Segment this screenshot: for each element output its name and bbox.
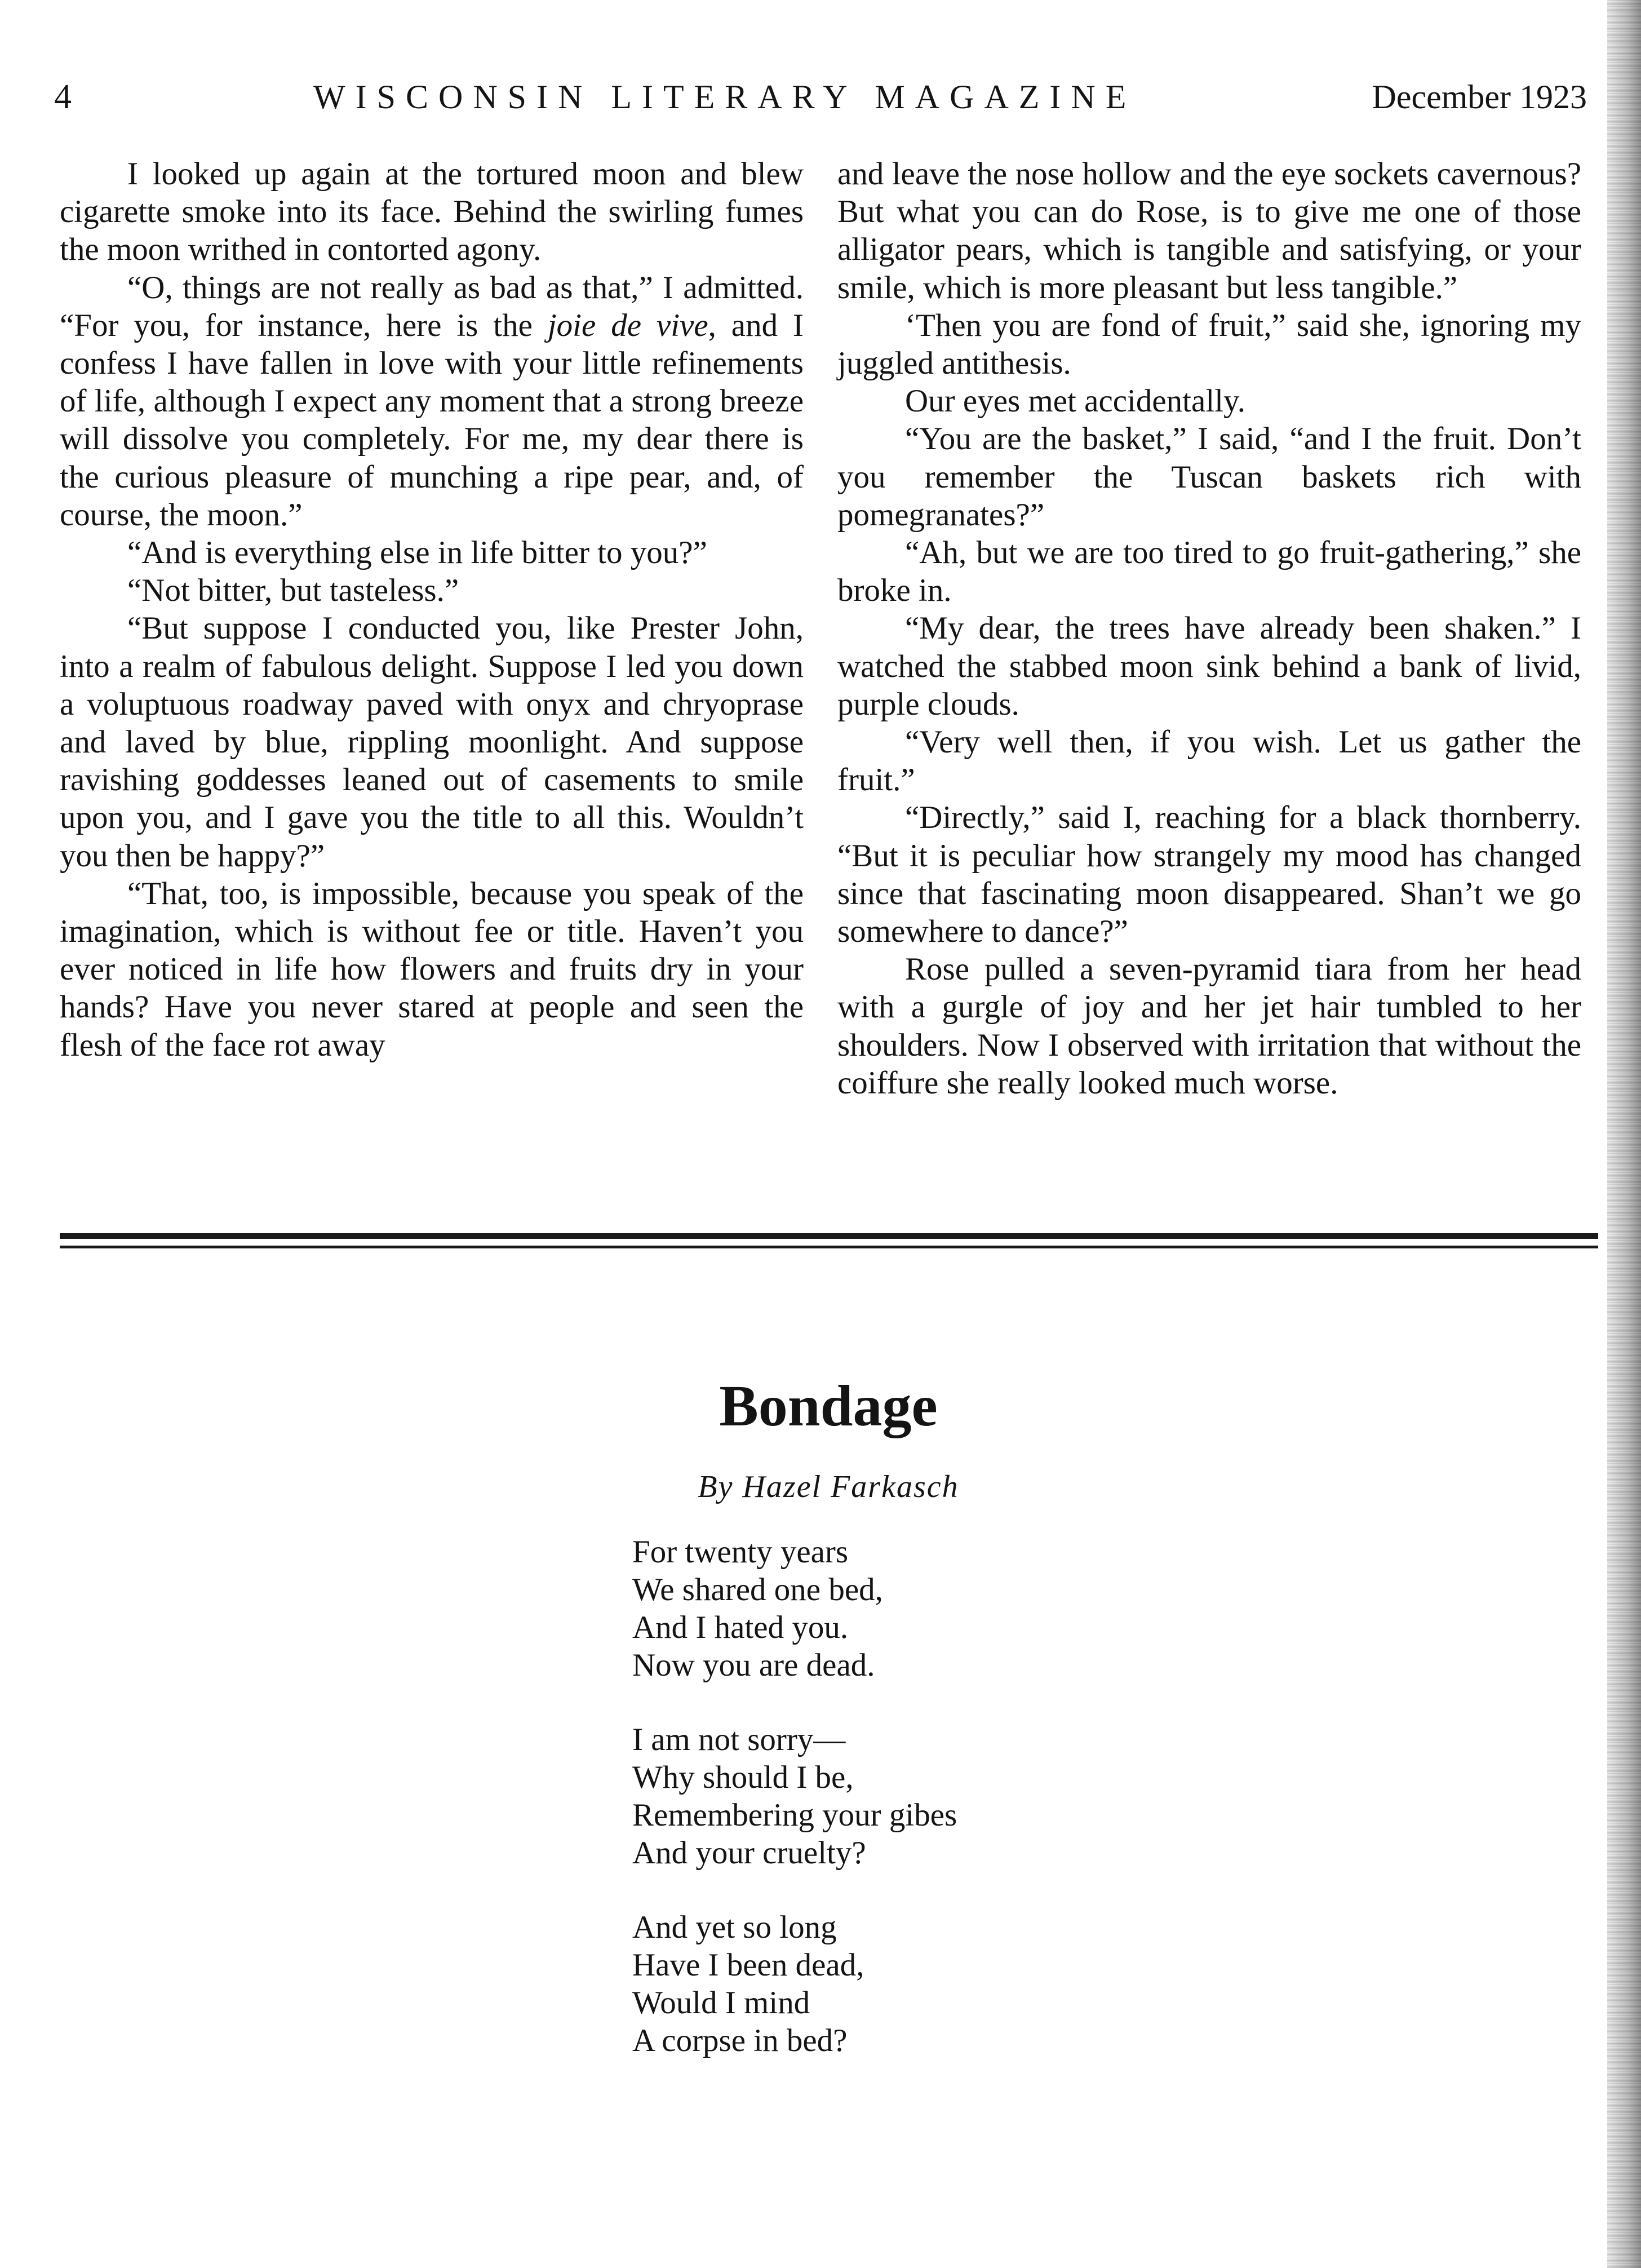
poem-title: Bondage <box>719 1374 938 1438</box>
poem-line: And I hated you. <box>632 1610 849 1645</box>
paragraph: Rose pulled a seven-pyramid tiara from her head with a gurgle of joy and her jet hair tumbled to her shoulders. Now I observed with irritation that without the coiffure she really looked much worse. <box>837 951 1581 1101</box>
poem-line: I am not sorry— <box>632 1722 846 1757</box>
paragraph: “Directly,” said I, reaching for a black thornberry. “But it is peculiar how strangely my mood has changed since that fascinating moon disappeared. Shan’t we go somewhere to dance?” <box>837 800 1581 950</box>
poem-byline: By Hazel Farkasch <box>698 1469 959 1504</box>
poem-line: Why should I be, <box>632 1760 854 1795</box>
issue-date: December 1923 <box>1372 78 1587 116</box>
poem-line: A corpse in bed? <box>632 2023 848 2058</box>
poem-line: For twenty years <box>632 1534 849 1570</box>
paragraph: “But suppose I conducted you, like Prester John, into a realm of fabulous delight. Suppose I led you down a voluptuous roadway paved with onyx and chryoprase and laved by blue, rippling moonlight. And suppose ravishing goddesses leaned out of casements to smile upon you, and I gave you the title to all this. Wouldn’t you then be happy?” <box>60 610 804 874</box>
poem-body <box>632 1533 1083 2096</box>
poem-line: Have I been dead, <box>632 1947 864 1983</box>
paragraph: “My dear, the trees have already been shaken.” I watched the stabbed moon sink behind a bank of livid, purple clouds. <box>837 610 1581 722</box>
story-columns <box>60 155 1593 1192</box>
paragraph: “That, too, is impossible, because you speak of the imagination, which is without fee or title. Haven’t you ever noticed in life how flowers and fruits dry in your hands? Have you never stared at people and seen the flesh of the face rot away <box>60 875 804 1063</box>
paragraph: “Not bitter, but tasteless.” <box>127 573 459 609</box>
poem-line: We shared one bed, <box>632 1572 883 1607</box>
paragraph: I looked up again at the tortured moon and blew cigarette smoke into its face. Behind the swirling fumes the moon writhed in contorted agony. <box>60 156 804 268</box>
paragraph: “Very well then, if you wish. Let us gather the fruit.” <box>837 724 1581 798</box>
divider-thin <box>60 1246 1598 1248</box>
divider-thick <box>60 1233 1598 1239</box>
scan-edge <box>1607 0 1641 2268</box>
paragraph: “And is everything else in life bitter to you?” <box>127 535 707 571</box>
paragraph: “Ah, but we are too tired to go fruit-gathering,” she broke in. <box>837 535 1581 609</box>
page-header <box>54 74 1587 125</box>
right-column <box>837 155 1581 1102</box>
paragraph: Our eyes met accidentally. <box>905 383 1246 419</box>
stanza <box>632 1721 1083 1872</box>
poem-line: Remembering your gibes <box>632 1797 957 1833</box>
poem-line: Would I mind <box>632 1985 810 2021</box>
paragraph-text: , and I confess I have fallen in love with your little refinements of life, although I expect any moment that a strong breeze will dissolve you completely. For me, my dear there is the curious pleasure of munching a ripe pear, and, of course, the moon.” <box>60 307 804 533</box>
paragraph: ‘Then you are fond of fruit,” said she, ignoring my juggled antithesis. <box>837 307 1581 382</box>
poem-line: And your cruelty? <box>632 1835 866 1871</box>
italic-phrase: joie de vive <box>547 307 708 343</box>
page-number: 4 <box>54 78 72 116</box>
paragraph <box>60 269 804 534</box>
magazine-title: WISCONSIN LITERARY MAGAZINE <box>313 78 1137 116</box>
poem-line: And yet so long <box>632 1910 837 1945</box>
paragraph: “You are the basket,” I said, “and I the fruit. Don’t you remember the Tuscan baskets rich with pomegranates?” <box>837 421 1581 533</box>
poem-line: Now you are dead. <box>632 1647 875 1683</box>
left-column <box>60 155 804 1064</box>
stanza <box>632 1908 1083 2059</box>
stanza <box>632 1533 1083 1684</box>
paragraph: and leave the nose hollow and the eye sockets cavernous? But what you can do Rose, is to give me one of those alligator pears, which is tangible and satisfying, or your smile, which is more pleasant but less tangible.” <box>837 156 1581 305</box>
paragraph-text: “O, things are not really as bad as that,” I admitted. “For you, for instance, here is the <box>60 269 804 343</box>
